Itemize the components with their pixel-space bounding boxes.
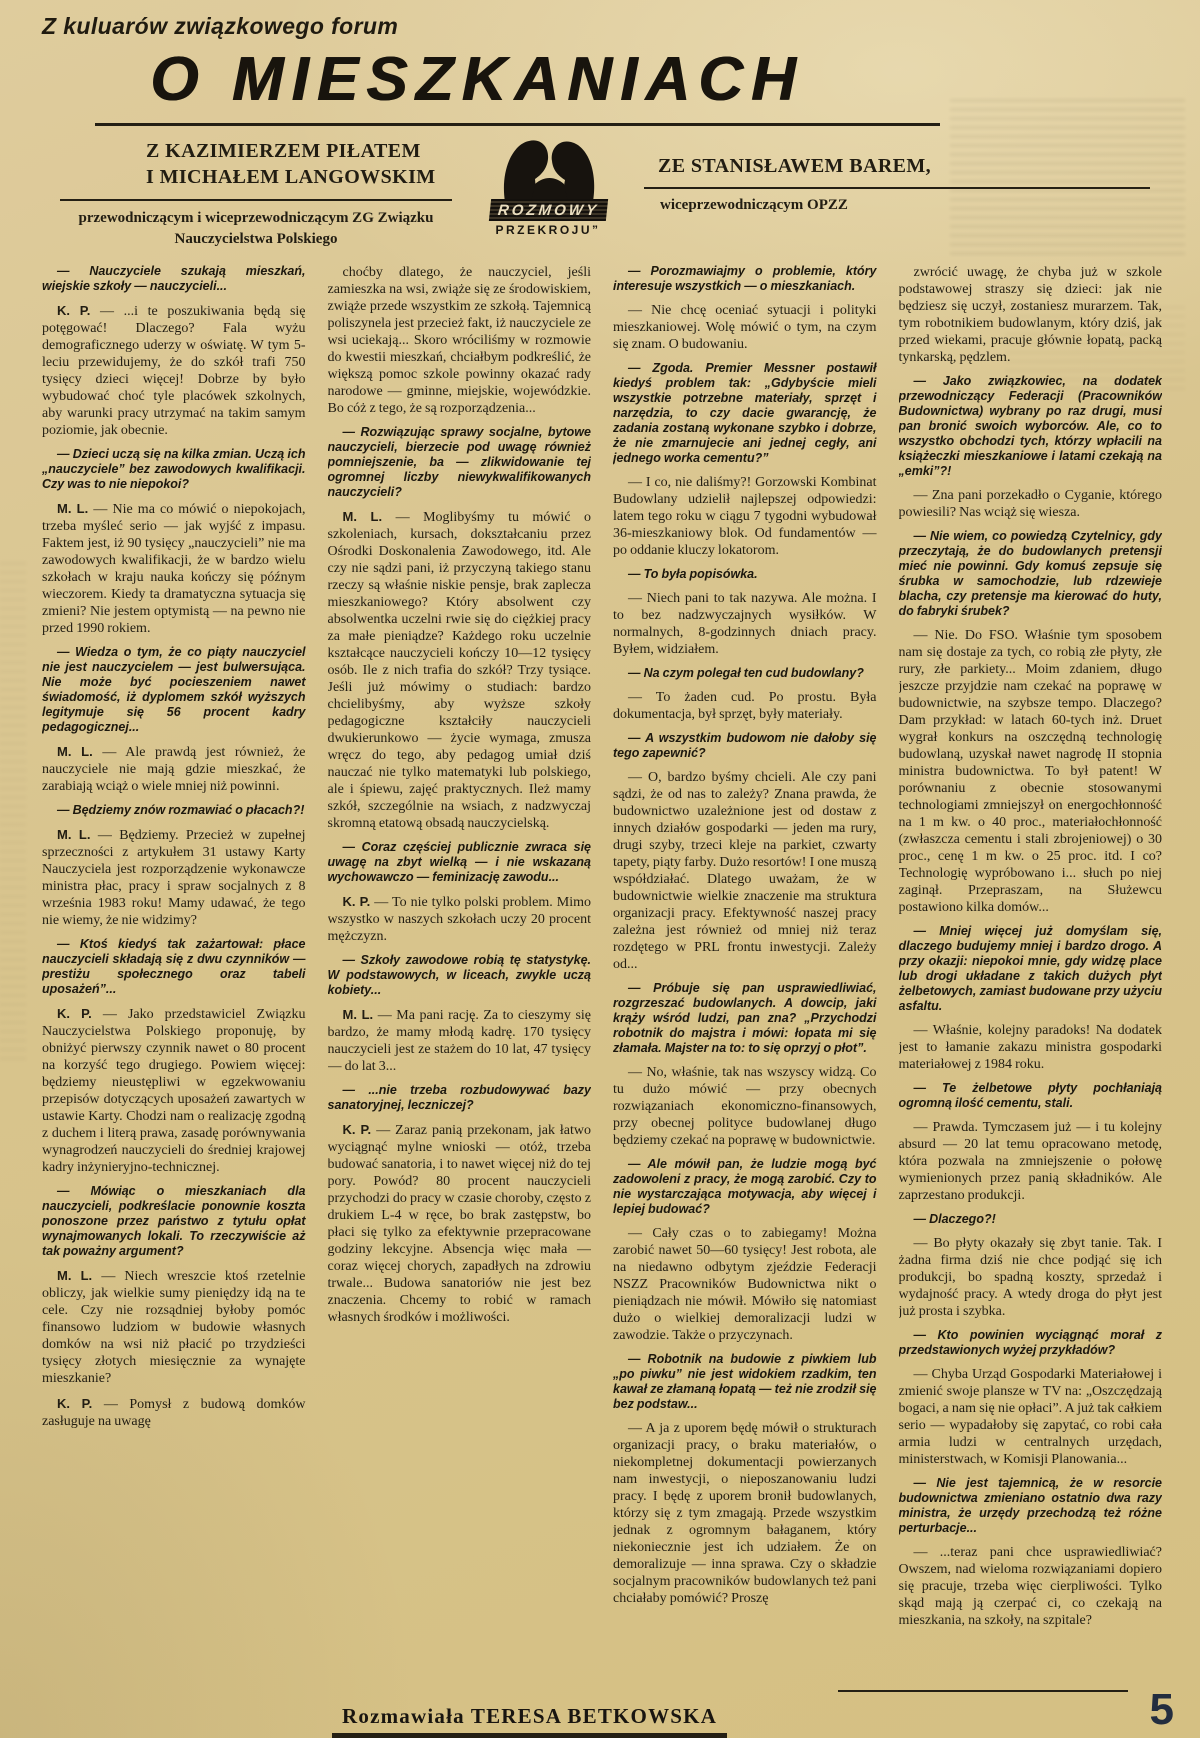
answer-paragraph: — Bo płyty okazały się zbyt tanie. Tak. I żadna firma dziś nie chce podjąć się ich produkcji, bo spadną koszty, sprzedaż i wydajność pracy. A wtedy droga do płyt jest już prosta i szybka. xyxy=(898,1236,1162,1320)
speaker-initials: M. L. xyxy=(57,744,103,760)
question-paragraph: — Porozmawiajmy o problemie, który interesuje wszystkich — o mieszkaniach. xyxy=(613,264,877,294)
answer-paragraph: — Niech pani to tak nazywa. Ale można. I to bez nadzwyczajnych wysiłków. W normalnych, 8-godzinnych dniach pracy. Byłem, widziałem. xyxy=(613,591,877,658)
answer-paragraph: K. P. — Pomysł z budową domków zasługuje na uwagę xyxy=(42,1396,306,1430)
answer-paragraph: M. L. — Niech wreszcie ktoś rzetelnie obliczy, jak wielkie sumy pieniędzy idą na te cele. Czy nie rozsądniej byłoby pomóc finansowo ludziom w budowie własnych domków na wsi niż płacić po trzydzieści tysięcy złotych miesięcznie za wynajęte mieszkanie? xyxy=(42,1268,306,1387)
answer-paragraph: — Nie chcę oceniać sytuacji i polityki mieszkaniowej. Wolę mówić o tym, na czym się znam. O budowaniu. xyxy=(613,303,877,353)
speaker-initials: M. L. xyxy=(57,501,94,517)
speaker-initials: K. P. xyxy=(57,303,101,319)
question-paragraph: — ...nie trzeba rozbudowywać bazy sanatoryjnej, leczniczej? xyxy=(327,1083,591,1113)
question-paragraph: — Wiedza o tym, że co piąty nauczyciel nie jest nauczycielem — jest bulwersująca. Nie może być pocieszeniem nawet świadomość, iż dyplomem szkół wyższych legitymuje się 56 procent kadry pedagogicznej... xyxy=(42,645,306,735)
article-column-2 xyxy=(328,264,592,1650)
subhead-rule-left xyxy=(60,199,452,201)
answer-paragraph: — Nie. Do FSO. Właśnie tym sposobem nam się dostaje za tych, co robią złe płyty, złe rury, złe parkiety... Moim zdaniem, długo jeszcze przyjdzie nam czekać na poprawę w budownictwie, na szybsze tempo. Dlaczego? Dam przykład: w latach 60-tych inż. Druet wygrał konkurs na oszczędną technologię budowlaną, uzyskał nawet nagrodę II stopnia ministra budownictwa. To był patent! W porównaniu z obecnie stosowanymi technologiami zmniejszył on energochłonność na 1 m kw. o 40 proc., materiałochłonność (zwłaszcza cementu i stali zbrojeniowej) o 30 proc., cenę 1 m kw. o 25 proc. itd. I co? Technologię wypróbowano i... słuch po niej zaginął. Przepraszam, na Służewcu postawiono kilka domów... xyxy=(898,628,1162,916)
answer-paragraph: M. L. — Ma pani rację. Za to cieszymy się bardzo, że mamy młodą kadrę. 170 tysięcy nauczycieli jest ze stażem do 10 lat, 47 tysięcy — do lat 3... xyxy=(327,1007,591,1075)
answer-paragraph: zwrócić uwagę, że chyba już w szkole podstawowej straszy się dzieci: jak nie będziesz się uczył, zostaniesz murarzem. Tak, tym robotnikiem budowlanym, który dziś, jak przed wiekami, pracuje głównie łopatą, packą tynkarską, pędzlem. xyxy=(898,265,1162,366)
interview-subhead xyxy=(0,126,1200,250)
speaker-initials: K. P. xyxy=(342,1122,377,1138)
question-paragraph: — Kto powinien wyciągnąć morał z przedstawionych wyżej przykładów? xyxy=(898,1328,1162,1358)
question-paragraph: — A wszystkim budowom nie dałoby się tego zapewnić? xyxy=(613,731,877,761)
question-paragraph: — Coraz częściej publicznie zwraca się uwagę na zbyt wielką — i nie wskazaną wychowawczo — feminizację zawodu... xyxy=(327,840,591,885)
question-paragraph: — Te żelbetowe płyty pochłaniają ogromną ilość cementu, stali. xyxy=(898,1081,1162,1111)
answer-paragraph: — No, właśnie, tak nas wszyscy widzą. Co tu dużo mówić — przy obecnych rozwiązaniach ekonomiczno-finansowych, przy obecnej polityce budowlanej długo będziemy czekać na poprawę w budownictwie. xyxy=(613,1065,877,1149)
logo-band-text: ROZMOWY xyxy=(488,199,607,221)
question-paragraph: — Nauczyciele szukają mieszkań, wiejskie szkoły — nauczycieli... xyxy=(42,264,306,294)
speaker-initials: K. P. xyxy=(57,1006,103,1022)
question-paragraph: — Ale mówił pan, że ludzie mogą być zadowoleni z pracy, że mogą zarobić. Czy to nie wystarczająca motywacja, aby więcej i lepiej budować? xyxy=(613,1157,877,1217)
question-paragraph: — Będziemy znów rozmawiać o płacach?! xyxy=(57,803,305,818)
question-paragraph: — To była popisówka. xyxy=(628,567,758,582)
question-paragraph: — Szkoły zawodowe robią tę statystykę. W podstawowych, w liceach, zwykle uczą kobiety... xyxy=(327,953,591,998)
answer-paragraph: K. P. — Jako przedstawiciel Związku Nauczycielstwa Polskiego proponuję, by obniżyć pierwszy czynnik nawet o 80 procent na korzyść tego drugiego. Powiem więcej: będziemy nieustępliwi w egzekwowaniu przepisów dotyczących uposażeń zawartych w ustawie Karty. Chodzi nam o realizację zgodną z duchem i literą prawa, zasadę porównywania wynagrodzeń nauczycieli do średniej krajowej kadry inżynieryjno-technicznej. xyxy=(42,1006,306,1176)
speaker-initials: M. L. xyxy=(342,509,396,525)
answer-paragraph: choćby dlatego, że nauczyciel, jeśli zamieszka na wsi, zwiąże się ze środowiskiem, zwiąże przede wszystkim ze szkołą. Tajemnicą poliszynela jest przecież fakt, iż nauczyciele ze wsi uciekają... Skoro wróciliśmy w rozmowie do kwestii mieszkań, chciałbym podkreślić, że większą pomoc szkole powinny okazać rady narodowe — gminne, miejskie, wojewódzkie. Bo cóż z tego, że są rozporządzenia... xyxy=(327,265,591,417)
answer-paragraph: — Prawda. Tymczasem już — i tu kolejny absurd — 20 lat temu opracowano metodę, która pozwala na zmniejszenie o połowę wymienionych przez panią składników. Ale zaprzestano produkcji. xyxy=(898,1120,1162,1204)
article-title: O MIESZKANIACH xyxy=(150,45,804,115)
question-paragraph: — Zgoda. Premier Messner postawił kiedyś problem tak: „Gdybyście mieli wszystkie potrzebne materiały, sprzęt i narzędzia, to czy dacie gwarancję, że zadania zostaną wykonane szybko i dobrze, że nie zmarnujecie ani jednej cegły, ani jednego worka cementu?” xyxy=(613,361,877,466)
answer-paragraph: — A ja z uporem będę mówił o strukturach organizacji pracy, o braku materiałów, o niekompletnej dokumentacji powierzanych nam inwestycji, o nieposzanowaniu ludzi pracy. I będę z uporem bronił budowlanych, którzy się z tym zmagają. Przede wszystkim jednak z ogromnym bałaganem, który niekoniecznie jest ich udziałem. Że on demoralizuje — inna sprawa. Czy o składzie socjalnym pracowników budowlanych też pani chciałaby pomówić? Proszę xyxy=(613,1421,877,1607)
answer-paragraph: — Zna pani porzekadło o Cyganie, którego powiesili? Nas wciąż się wiesza. xyxy=(898,488,1162,521)
byline: Rozmawiała TERESA BETKOWSKA xyxy=(332,1705,727,1738)
answer-paragraph: K. P. — Zaraz panią przekonam, jak łatwo wyciągnąć mylne wnioski — otóż, trzeba budować sanatoria, i to nawet więcej niż do tej pory. Powód? 80 procent nauczycieli przychodzi do pracy w czasie choroby, często z drukiem L-4 w ręce, bo brak zastępstw, bo płaci się tylko za efektywnie przepracowane godziny lekcyjne. Absencja więc mała — coraz więcej chorych, zapadłych na zdrowiu trwale... Budowa sanatoriów nie jest bez znaczenia. Chcemy to robić w ramach własnych środków i możliwości. xyxy=(327,1122,591,1326)
interviewee-left-name-line1: Z KAZIMIERZEM PIŁATEM xyxy=(146,140,421,163)
question-paragraph: — Mniej więcej już domyślam się, dlaczego budujemy mniej i bardzo drogo. A przy okazji: niepokoi mnie, gdy widzę place lub drogi układane z takich dużych płyt żelbetowych, zamiast budowane przy użyciu asfaltu. xyxy=(898,924,1162,1014)
question-paragraph: — Nie wiem, co powiedzą Czytelnicy, gdy przeczytają, że do budowlanych pretensji mieć nie powinni. Gdy komuś zepsuje się śrubka w samochodzie, lub rdzewieje blacha, czy pretensje ma kierować do huty, do fabryki śrubek? xyxy=(898,529,1162,619)
speaker-initials: M. L. xyxy=(342,1007,378,1023)
two-figures-silhouette-icon xyxy=(468,132,628,202)
question-paragraph: — Jako związkowiec, na dodatek przewodniczący Federacji (Pracowników Budownictwa) wybrany po raz drugi, musi pan bronić swoich wyborców. Ale, co to wszystko obchodzi tych, którzy wpłacili na książeczki mieszkaniowe i latami czekają na „emki”?! xyxy=(898,374,1162,479)
section-kicker: Z kuluarów związkowego forum xyxy=(42,13,399,39)
question-paragraph: — Mówiąc o mieszkaniach dla nauczycieli, podkreślacie ponownie koszta ponoszone przez państwo z tytułu opłat wynajmowanych lokali. To rzeczywiście aż tak poważny argument? xyxy=(42,1184,306,1259)
answer-paragraph: K. P. — ...i te poszukiwania będą się potęgować! Dlaczego? Fala wyżu demograficznego uderzy w oświatę. W tym 5-leciu przewidujemy, że do szkół trafi 750 tysięcy dzieci więcej! Dobrze by było wybudować choć tyle placówek szkolnych, aby warunki pracy utrzymać na takim samym poziomie, jak obecnie. xyxy=(42,303,306,439)
answer-paragraph: — I co, nie daliśmy?! Gorzowski Kombinat Budowlany udzielił najlepszej odpowiedzi: latem tego roku w ciągu 7 tygodni wybudował 36-mieszkaniowy blok. Od fundamentów — po oddanie kluczy lokatorom. xyxy=(613,475,877,559)
answer-paragraph: — Chyba Urząd Gospodarki Materiałowej i zmienić swoje plansze w TV na: „Oszczędzają bogaci, a nam się nie opłaci”. A już tak całkiem serio — wypadałoby się zapytać, co robi cała armia ludzi w centralnych urzędach, ministerstwach, w Komisji Planowania... xyxy=(898,1367,1162,1468)
speaker-initials: K. P. xyxy=(342,894,375,910)
interviewees-left-block xyxy=(60,138,452,250)
answer-paragraph: M. L. — Moglibyśmy tu mówić o szkoleniach, kursach, dokształcaniu przez Ośrodki Doskonalenia Zawodowego, itd. Ale czy nie sądzi pani, iż przyczyną takiego stanu rzeczy są właśnie niskie pensje, brak zaplecza mieszkaniowego? Który absolwent czy absolwentka uczelni rwie się do ciężkiej pracy za małe pieniądze? Każdego roku uczelnie kształcące nauczycieli kończy 10—12 tysięcy osób. Ile z nich trafia do szkół? Trzy tysiące. Jeśli już mówimy o studiach: bardzo chcielibyśmy, aby wyższe szkoły pedagogiczne kształciły nauczycieli dwukierunkowo — życie wymaga, zmusza wręcz do tego, aby pedagog umiał dziś nauczać nie tylko matematyki lub polskiego, ale i śpiewu, zajęć praktycznych. Ileż mamy szkół, szczególnie na wsiach, z nadzwyczaj skromną etatową obsadą nauczycielską. xyxy=(327,509,591,832)
answer-paragraph: M. L. — Ale prawdą jest również, że nauczyciele nie mają gdzie mieszkać, że zarabiają wciąż o wiele mniej niż powinni. xyxy=(42,744,306,795)
page-number: 5 xyxy=(1149,1685,1174,1734)
interviewee-left-name-line2: I MICHAŁEM LANGOWSKIM xyxy=(146,166,436,189)
speaker-initials: M. L. xyxy=(57,1268,102,1284)
logo-sub-text: PRZEKROJU” xyxy=(495,223,601,238)
interviewee-right-block xyxy=(644,138,1150,216)
answer-paragraph: M. L. — Nie ma co mówić o niepokojach, trzeba myśleć serio — jak wyjść z impasu. Faktem jest, iż 90 tysięcy „nauczycieli” nie ma zawodowych kwalifikacji, że w bardzo wielu szkołach w kraju nauka kończy się późnym wieczorem. Kiedy ta dramatyczna sytuacja się zmieni? Nie jestem optymistą — na pewno nie przed 1990 rokiem. xyxy=(42,501,306,637)
speaker-initials: M. L. xyxy=(57,827,98,843)
answer-paragraph: — O, bardzo byśmy chcieli. Ale czy pani sądzi, że od nas to zależy? Znana prawda, że budownictwo uzależnione jest od dostaw z innych działów gospodarki — jeden ma rury, drugi szyby, trzeci kleje na parkiet, czwarty tapety, piąty farby. Dużo resortów! I one muszą współdziałać. Dlatego uważam, że w budownictwie wielkie znaczenie ma struktura organizacji pracy. Efektywność naszej pracy zależna jest również od mniej niż teraz rozdętego w PRL frontu inwestycji. Zależy od... xyxy=(613,770,877,973)
question-paragraph: — Dzieci uczą się na kilka zmian. Uczą ich „nauczyciele” bez zawodowych kwalifikacji. Czy was to nie niepokoi? xyxy=(42,447,306,492)
question-paragraph: — Rozwiązując sprawy socjalne, bytowe nauczycieli, bierzecie pod uwagę również pomniejszenie, ba — zlikwidowanie tej ogromnej liczby niewykwalifikowanych nauczycieli? xyxy=(327,425,591,500)
article-column-3 xyxy=(613,264,877,1650)
interviewee-left-roles: przewodniczącym i wiceprzewodniczącym ZG Związku Nauczycielstwa Polskiego xyxy=(78,210,434,248)
article-body xyxy=(0,250,1200,1650)
answer-paragraph: — Cały czas o to zabiegamy! Można zarobić nawet 50—60 tysięcy! Jest robota, ale na niedawno odbytym zjeździe Federacji NSZZ Pracowników Budownictwa nikt o pieniądzach nie mówił. Mówiło się natomiast dużo o wielkiej demoralizacji ludzi w zawodzie. Także o przyczynach. xyxy=(613,1226,877,1344)
answer-paragraph: — ...teraz pani chce usprawiedliwiać? Owszem, nad wieloma rozwiązaniami dopiero się pracuje, trzeba więc cierpliwości. Tylko skąd mają ją czerpać ci, co czekają na mieszkania, na szkoły, na szpitale? xyxy=(898,1545,1162,1629)
interviewee-right-name: ZE STANISŁAWEM BAREM, xyxy=(658,155,932,178)
answer-paragraph: — Właśnie, kolejny paradoks! Na dodatek jest to łamanie zakazu ministra gospodarki materiałowej z 1984 roku. xyxy=(898,1023,1162,1073)
footer-rule xyxy=(838,1690,1128,1692)
question-paragraph: — Robotnik na budowie z piwkiem lub „po piwku” nie jest widokiem rzadkim, ten kawał ze złamaną łopatą — też nie zrodził się bez podstaw... xyxy=(613,1352,877,1412)
speaker-initials: K. P. xyxy=(57,1396,104,1412)
question-paragraph: — Na czym polegał ten cud budowlany? xyxy=(628,666,864,681)
interviewee-right-role: wiceprzewodniczącym OPZZ xyxy=(660,197,848,214)
question-paragraph: — Ktoś kiedyś tak zażartował: płace nauczycieli składają się z dwu czynników — prestiżu społecznego oraz tabeli uposażeń”... xyxy=(42,937,306,997)
subhead-rule-right xyxy=(644,187,1150,189)
answer-paragraph: M. L. — Będziemy. Przecież w zupełnej sprzeczności z artykułem 31 ustawy Karty Nauczyciela jest rozporządzenie wykonawcze ministra płac, pracy i spraw socjalnych z 8 września 1983 roku! Mamy udawać, że tego nie wiemy, że nie widzimy? xyxy=(42,827,306,929)
question-paragraph: — Nie jest tajemnicą, że w resorcie budownictwa zmieniano ostatnio dwa razy ministra, że urzędy przechodzą też różne perturbacje... xyxy=(898,1476,1162,1536)
question-paragraph: — Dlaczego?! xyxy=(913,1212,996,1227)
answer-paragraph: K. P. — To nie tylko polski problem. Mimo wszystko w naszych szkołach uczy 20 procent mężczyzn. xyxy=(327,894,591,945)
question-paragraph: — Próbuje się pan usprawiedliwiać, rozgrzeszać budowlanych. A dowcip, jaki krąży wśród ludzi, pan zna? „Przychodzi robotnik do majstra i mówi: łopata mi się złamała. Majster na to: to się oprzyj o płot”. xyxy=(613,981,877,1056)
article-column-4 xyxy=(899,264,1163,1650)
rozmowy-przekroju-logo xyxy=(468,132,628,236)
article-column-1 xyxy=(42,264,306,1650)
answer-paragraph: — To żaden cud. Po prostu. Była dokumentacja, był sprzęt, były materiały. xyxy=(613,690,877,723)
